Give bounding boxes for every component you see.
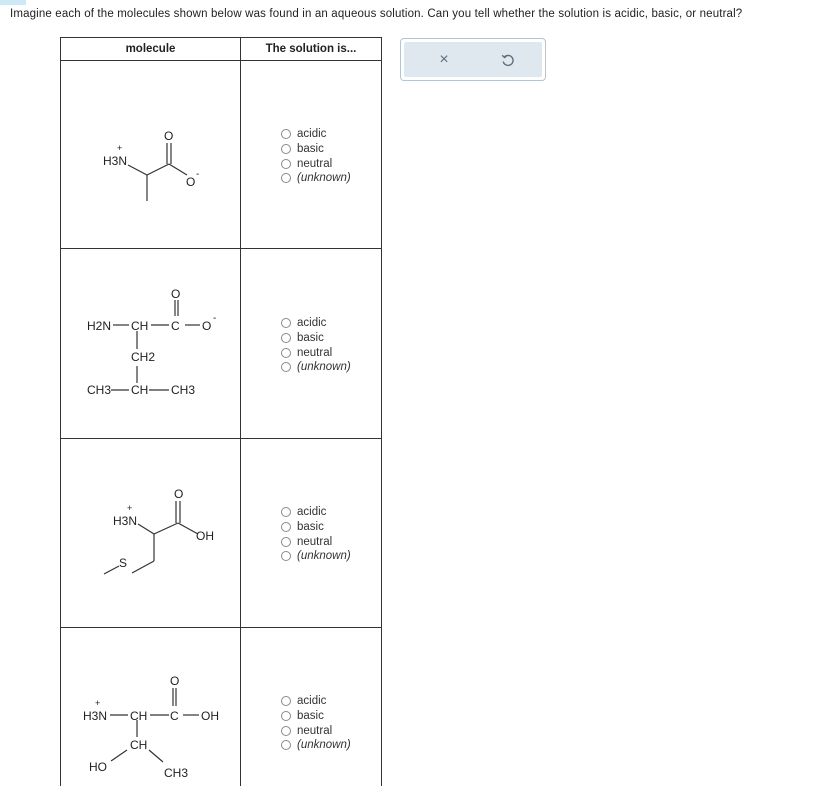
m1-o-minus: O: [186, 175, 196, 189]
answer-options-3: [281, 505, 351, 564]
m1-plus: +: [117, 143, 123, 153]
m2-h2n: H2N: [87, 319, 112, 333]
radio-button[interactable]: [281, 537, 291, 547]
option-acidic[interactable]: acidic: [281, 505, 351, 520]
molecule-3: [61, 439, 240, 627]
close-icon: ×: [439, 50, 449, 68]
m2-ch-bottom: CH: [131, 383, 149, 397]
radio-button[interactable]: [281, 144, 291, 154]
option-unknown[interactable]: (unknown): [281, 738, 351, 753]
column-divider: [240, 38, 241, 786]
radio-button[interactable]: [281, 740, 291, 750]
option-basic[interactable]: basic: [281, 142, 351, 157]
option-neutral[interactable]: neutral: [281, 723, 351, 738]
radio-button[interactable]: [281, 333, 291, 343]
m2-o-top: O: [171, 287, 181, 301]
molecule-table: [60, 37, 382, 786]
undo-icon: [501, 53, 515, 67]
m2-ch2: CH2: [131, 350, 156, 364]
option-neutral[interactable]: neutral: [281, 534, 351, 549]
m4-h3n: H3N: [83, 709, 108, 723]
m3-nh3: H3N: [113, 514, 138, 528]
radio-button[interactable]: [281, 522, 291, 532]
undo-button[interactable]: [478, 42, 538, 77]
radio-button[interactable]: [281, 159, 291, 169]
m3-o-top: O: [174, 487, 184, 501]
option-basic[interactable]: basic: [281, 520, 351, 535]
radio-button[interactable]: [281, 711, 291, 721]
radio-button[interactable]: [281, 129, 291, 139]
answer-options-2: [281, 316, 351, 375]
m4-oh: OH: [201, 709, 219, 723]
m3-s: S: [119, 556, 128, 570]
option-acidic[interactable]: acidic: [281, 694, 351, 709]
molecule-2: [61, 249, 240, 438]
m4-c: C: [170, 709, 179, 723]
option-neutral[interactable]: neutral: [281, 345, 351, 360]
radio-button[interactable]: [281, 507, 291, 517]
m2-ch3-left: CH3: [87, 383, 112, 397]
answer-options-4: [281, 694, 351, 753]
toolbar-panel: [404, 42, 542, 77]
answer-toolbar: [400, 38, 546, 81]
m4-ho: HO: [89, 760, 107, 774]
clear-button[interactable]: [414, 42, 474, 77]
option-neutral[interactable]: neutral: [281, 156, 351, 171]
m4-ch-bottom: CH: [130, 738, 148, 752]
m3-oh: OH: [196, 529, 214, 543]
option-unknown[interactable]: (unknown): [281, 171, 351, 186]
tab-accent: [0, 0, 26, 5]
m2-o-minus: O: [202, 319, 212, 333]
question-prompt: Imagine each of the molecules shown below was found in an aqueous solution. Can you tell whether the solution is acidic, basic, or neutral?: [10, 8, 743, 20]
option-unknown[interactable]: (unknown): [281, 360, 351, 375]
radio-button[interactable]: [281, 348, 291, 358]
m4-ch3: CH3: [164, 766, 189, 780]
radio-button[interactable]: [281, 362, 291, 372]
m4-plus: +: [95, 698, 101, 708]
option-basic[interactable]: basic: [281, 331, 351, 346]
molecule-1: [61, 61, 240, 248]
m2-c: C: [171, 319, 180, 333]
radio-button[interactable]: [281, 173, 291, 183]
option-basic[interactable]: basic: [281, 709, 351, 724]
m4-o-top: O: [170, 674, 180, 688]
header-molecule: molecule: [61, 38, 240, 61]
m1-minus: -: [196, 169, 200, 180]
m2-ch: CH: [131, 319, 149, 333]
radio-button[interactable]: [281, 696, 291, 706]
m4-ch: CH: [130, 709, 148, 723]
molecule-4: [61, 628, 240, 786]
m3-plus: +: [127, 503, 133, 513]
header-solution: The solution is...: [241, 38, 381, 61]
radio-button[interactable]: [281, 318, 291, 328]
option-unknown[interactable]: (unknown): [281, 549, 351, 564]
m2-minus: -: [213, 313, 217, 324]
radio-button[interactable]: [281, 551, 291, 561]
m2-ch3-right: CH3: [171, 383, 196, 397]
radio-button[interactable]: [281, 726, 291, 736]
answer-options-1: [281, 127, 351, 186]
option-acidic[interactable]: acidic: [281, 127, 351, 142]
m1-o-top: O: [164, 129, 174, 143]
option-acidic[interactable]: acidic: [281, 316, 351, 331]
m1-nh3: H3N: [103, 154, 128, 168]
